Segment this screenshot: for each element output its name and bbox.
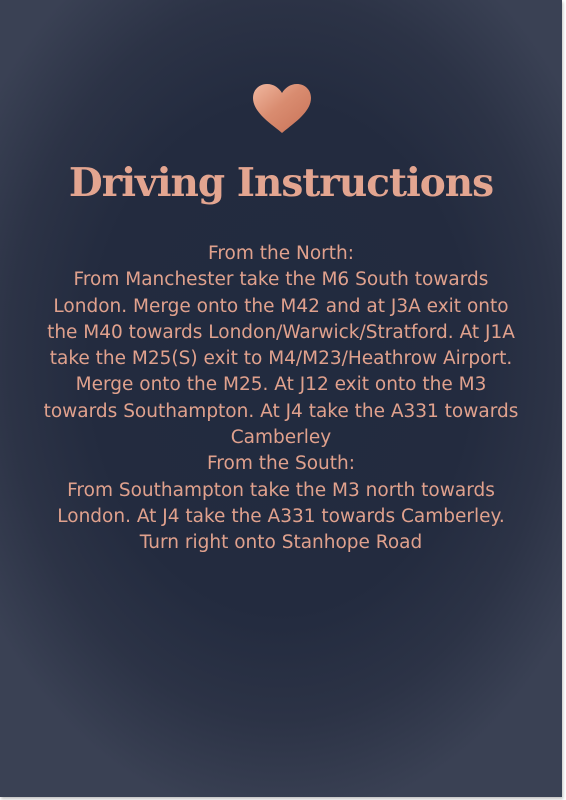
section-text-south: From Southampton take the M3 north towards London. At J4 take the A331 towards Camberley. Turn right onto Stanhope Road xyxy=(57,479,505,554)
page-title: Driving Instructions xyxy=(68,160,494,206)
heart-icon xyxy=(251,83,313,135)
section-text-north: From Manchester take the M6 South towards London. Merge onto the M42 and at J3A exit onto the M40 towards London/Warwick/Stratford. At J1A take the M25(S) exit to M4/M23/Heathrow Airport. Merge onto the M25. At J12 exit onto the M3 towards Southampton. At J4 take the A331 towards Camberley xyxy=(43,269,519,449)
section-heading-north: From the North: xyxy=(208,243,354,264)
section-heading-south: From the South: xyxy=(207,453,355,475)
directions-text xyxy=(40,241,522,557)
